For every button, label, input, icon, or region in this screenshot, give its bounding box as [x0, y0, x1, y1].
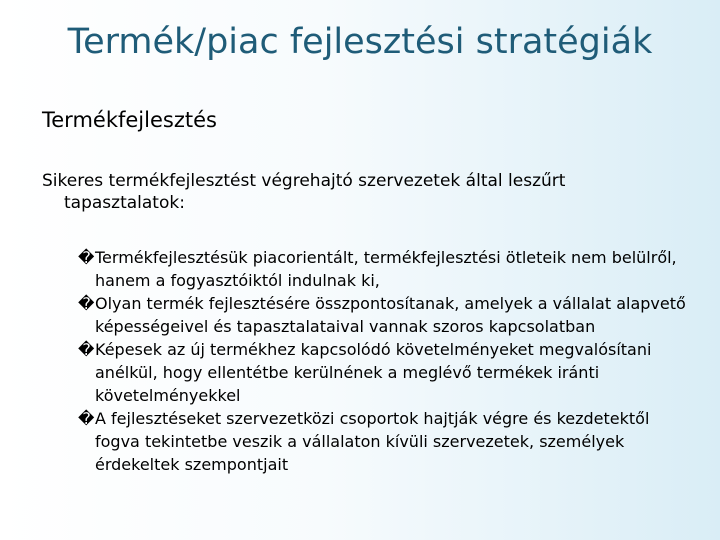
bullet-item [78, 292, 698, 338]
bullet-marker-icon: � [78, 248, 95, 267]
section-heading: Termékfejlesztés [42, 108, 217, 132]
slide-title: Termék/piac fejlesztési stratégiák [67, 22, 653, 62]
bullet-item [78, 246, 698, 292]
bullet-text: A fejlesztéseket szervezetközi csoportok hajtják végre és kezdetektől fogva tekintetbe veszik a vállalaton kívüli szervezetek, személyek érdekeltek szempontjait [95, 409, 650, 474]
bullet-item [78, 338, 698, 407]
bullet-text: Képesek az új termékhez kapcsolódó követelményeket megvalósítani anélkül, hogy ellentétbe kerülnének a meglévő termékek iránti követelményekkel [95, 340, 652, 405]
bullet-marker-icon: � [78, 294, 95, 313]
bullet-text: Olyan termék fejlesztésére összpontosítanak, amelyek a vállalat alapvető képességeivel és tapasztalataival vannak szoros kapcsolatban [95, 294, 686, 336]
bullet-text: Termékfejlesztésük piacorientált, termékfejlesztési ötleteik nem belülről, hanem a fogyasztóiktól indulnak ki, [95, 248, 677, 290]
intro-paragraph [42, 170, 672, 214]
bullet-marker-icon: � [78, 409, 95, 428]
bullet-item [78, 407, 698, 476]
intro-line-2: tapasztalatok: [64, 193, 185, 213]
bullet-marker-icon: � [78, 340, 95, 359]
bullet-list [78, 246, 698, 476]
intro-line-1: Sikeres termékfejlesztést végrehajtó szervezetek által leszűrt [42, 171, 566, 191]
